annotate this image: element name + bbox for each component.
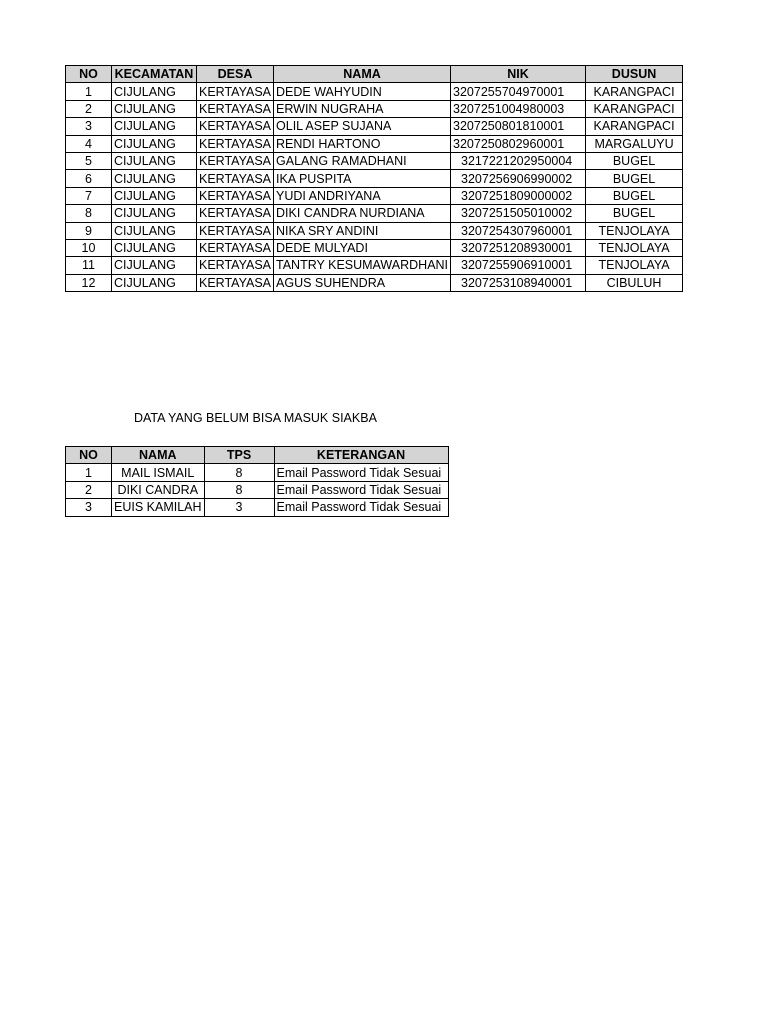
- table-row: [66, 100, 683, 117]
- header-no: NO: [66, 447, 112, 464]
- cell-desa: KERTAYASA: [197, 170, 274, 187]
- cell-no: 5: [66, 152, 112, 169]
- cell-dusun: BUGEL: [586, 187, 683, 204]
- cell-kecamatan: CIJULANG: [112, 135, 197, 152]
- table-row: [66, 205, 683, 222]
- cell-nik: 3207250801810001: [451, 118, 586, 135]
- cell-nik: 3207251208930001: [451, 239, 586, 256]
- cell-tps: 8: [204, 481, 274, 498]
- cell-nik: 3207256906990002: [451, 170, 586, 187]
- cell-dusun: KARANGPACI: [586, 100, 683, 117]
- data-table: [65, 65, 683, 292]
- header-tps: TPS: [204, 447, 274, 464]
- cell-no: 12: [66, 274, 112, 291]
- cell-kecamatan: CIJULANG: [112, 274, 197, 291]
- cell-no: 3: [66, 499, 112, 516]
- cell-nik: 3207251004980003: [451, 100, 586, 117]
- cell-desa: KERTAYASA: [197, 205, 274, 222]
- cell-no: 11: [66, 257, 112, 274]
- cell-dusun: MARGALUYU: [586, 135, 683, 152]
- cell-nik: 3207254307960001: [451, 222, 586, 239]
- table-row: [66, 83, 683, 100]
- cell-dusun: KARANGPACI: [586, 83, 683, 100]
- table-row: [66, 257, 683, 274]
- cell-kecamatan: CIJULANG: [112, 100, 197, 117]
- cell-dusun: KARANGPACI: [586, 118, 683, 135]
- cell-kecamatan: CIJULANG: [112, 239, 197, 256]
- cell-nik: 3217221202950004: [451, 152, 586, 169]
- cell-no: 6: [66, 170, 112, 187]
- table-header-row: [66, 447, 449, 464]
- header-nama: NAMA: [112, 447, 205, 464]
- cell-nama: DIKI CANDRA NURDIANA: [274, 205, 451, 222]
- cell-desa: KERTAYASA: [197, 257, 274, 274]
- cell-desa: KERTAYASA: [197, 100, 274, 117]
- cell-nama: AGUS SUHENDRA: [274, 274, 451, 291]
- cell-dusun: CIBULUH: [586, 274, 683, 291]
- table-row: [66, 222, 683, 239]
- cell-desa: KERTAYASA: [197, 222, 274, 239]
- cell-desa: KERTAYASA: [197, 83, 274, 100]
- cell-no: 8: [66, 205, 112, 222]
- cell-desa: KERTAYASA: [197, 118, 274, 135]
- cell-nama: GALANG RAMADHANI: [274, 152, 451, 169]
- cell-no: 9: [66, 222, 112, 239]
- cell-nama: OLIL ASEP SUJANA: [274, 118, 451, 135]
- section-title: DATA YANG BELUM BISA MASUK SIAKBA: [134, 411, 377, 425]
- cell-desa: KERTAYASA: [197, 187, 274, 204]
- cell-desa: KERTAYASA: [197, 239, 274, 256]
- cell-dusun: BUGEL: [586, 152, 683, 169]
- header-no: NO: [66, 66, 112, 83]
- table-row: [66, 187, 683, 204]
- table-row: [66, 499, 449, 516]
- table-row: [66, 239, 683, 256]
- cell-no: 4: [66, 135, 112, 152]
- table-row: [66, 274, 683, 291]
- cell-nama: DEDE MULYADI: [274, 239, 451, 256]
- header-dusun: DUSUN: [586, 66, 683, 83]
- cell-nama: ERWIN NUGRAHA: [274, 100, 451, 117]
- cell-dusun: TENJOLAYA: [586, 222, 683, 239]
- table-row: [66, 170, 683, 187]
- cell-nama: DIKI CANDRA: [112, 481, 205, 498]
- table-row: [66, 135, 683, 152]
- cell-nama: MAIL ISMAIL: [112, 464, 205, 481]
- cell-desa: KERTAYASA: [197, 152, 274, 169]
- cell-kecamatan: CIJULANG: [112, 187, 197, 204]
- cell-no: 2: [66, 100, 112, 117]
- cell-dusun: BUGEL: [586, 170, 683, 187]
- header-keterangan: KETERANGAN: [274, 447, 448, 464]
- header-nik: NIK: [451, 66, 586, 83]
- header-desa: DESA: [197, 66, 274, 83]
- cell-kecamatan: CIJULANG: [112, 83, 197, 100]
- cell-no: 10: [66, 239, 112, 256]
- table-row: [66, 464, 449, 481]
- cell-nama: IKA PUSPITA: [274, 170, 451, 187]
- table-header-row: [66, 66, 683, 83]
- header-nama: NAMA: [274, 66, 451, 83]
- cell-nama: RENDI HARTONO: [274, 135, 451, 152]
- cell-nik: 3207255906910001: [451, 257, 586, 274]
- header-kecamatan: KECAMATAN: [112, 66, 197, 83]
- cell-keterangan: Email Password Tidak Sesuai: [274, 464, 448, 481]
- cell-kecamatan: CIJULANG: [112, 222, 197, 239]
- table-row: [66, 152, 683, 169]
- cell-no: 1: [66, 464, 112, 481]
- cell-kecamatan: CIJULANG: [112, 152, 197, 169]
- cell-nama: EUIS KAMILAH: [112, 499, 205, 516]
- cell-no: 3: [66, 118, 112, 135]
- cell-nik: 3207250802960001: [451, 135, 586, 152]
- cell-nama: NIKA SRY ANDINI: [274, 222, 451, 239]
- cell-dusun: TENJOLAYA: [586, 257, 683, 274]
- table-row: [66, 481, 449, 498]
- cell-nik: 3207251809000002: [451, 187, 586, 204]
- table-row: [66, 118, 683, 135]
- cell-dusun: BUGEL: [586, 205, 683, 222]
- cell-desa: KERTAYASA: [197, 135, 274, 152]
- cell-no: 2: [66, 481, 112, 498]
- pending-data-table: [65, 446, 449, 517]
- cell-nama: DEDE WAHYUDIN: [274, 83, 451, 100]
- cell-nama: TANTRY KESUMAWARDHANI: [274, 257, 451, 274]
- cell-desa: KERTAYASA: [197, 274, 274, 291]
- cell-keterangan: Email Password Tidak Sesuai: [274, 499, 448, 516]
- cell-kecamatan: CIJULANG: [112, 257, 197, 274]
- cell-dusun: TENJOLAYA: [586, 239, 683, 256]
- cell-nama: YUDI ANDRIYANA: [274, 187, 451, 204]
- cell-kecamatan: CIJULANG: [112, 118, 197, 135]
- cell-kecamatan: CIJULANG: [112, 170, 197, 187]
- cell-tps: 3: [204, 499, 274, 516]
- cell-no: 7: [66, 187, 112, 204]
- cell-nik: 3207253108940001: [451, 274, 586, 291]
- cell-tps: 8: [204, 464, 274, 481]
- cell-kecamatan: CIJULANG: [112, 205, 197, 222]
- cell-no: 1: [66, 83, 112, 100]
- cell-nik: 3207251505010002: [451, 205, 586, 222]
- cell-keterangan: Email Password Tidak Sesuai: [274, 481, 448, 498]
- cell-nik: 3207255704970001: [451, 83, 586, 100]
